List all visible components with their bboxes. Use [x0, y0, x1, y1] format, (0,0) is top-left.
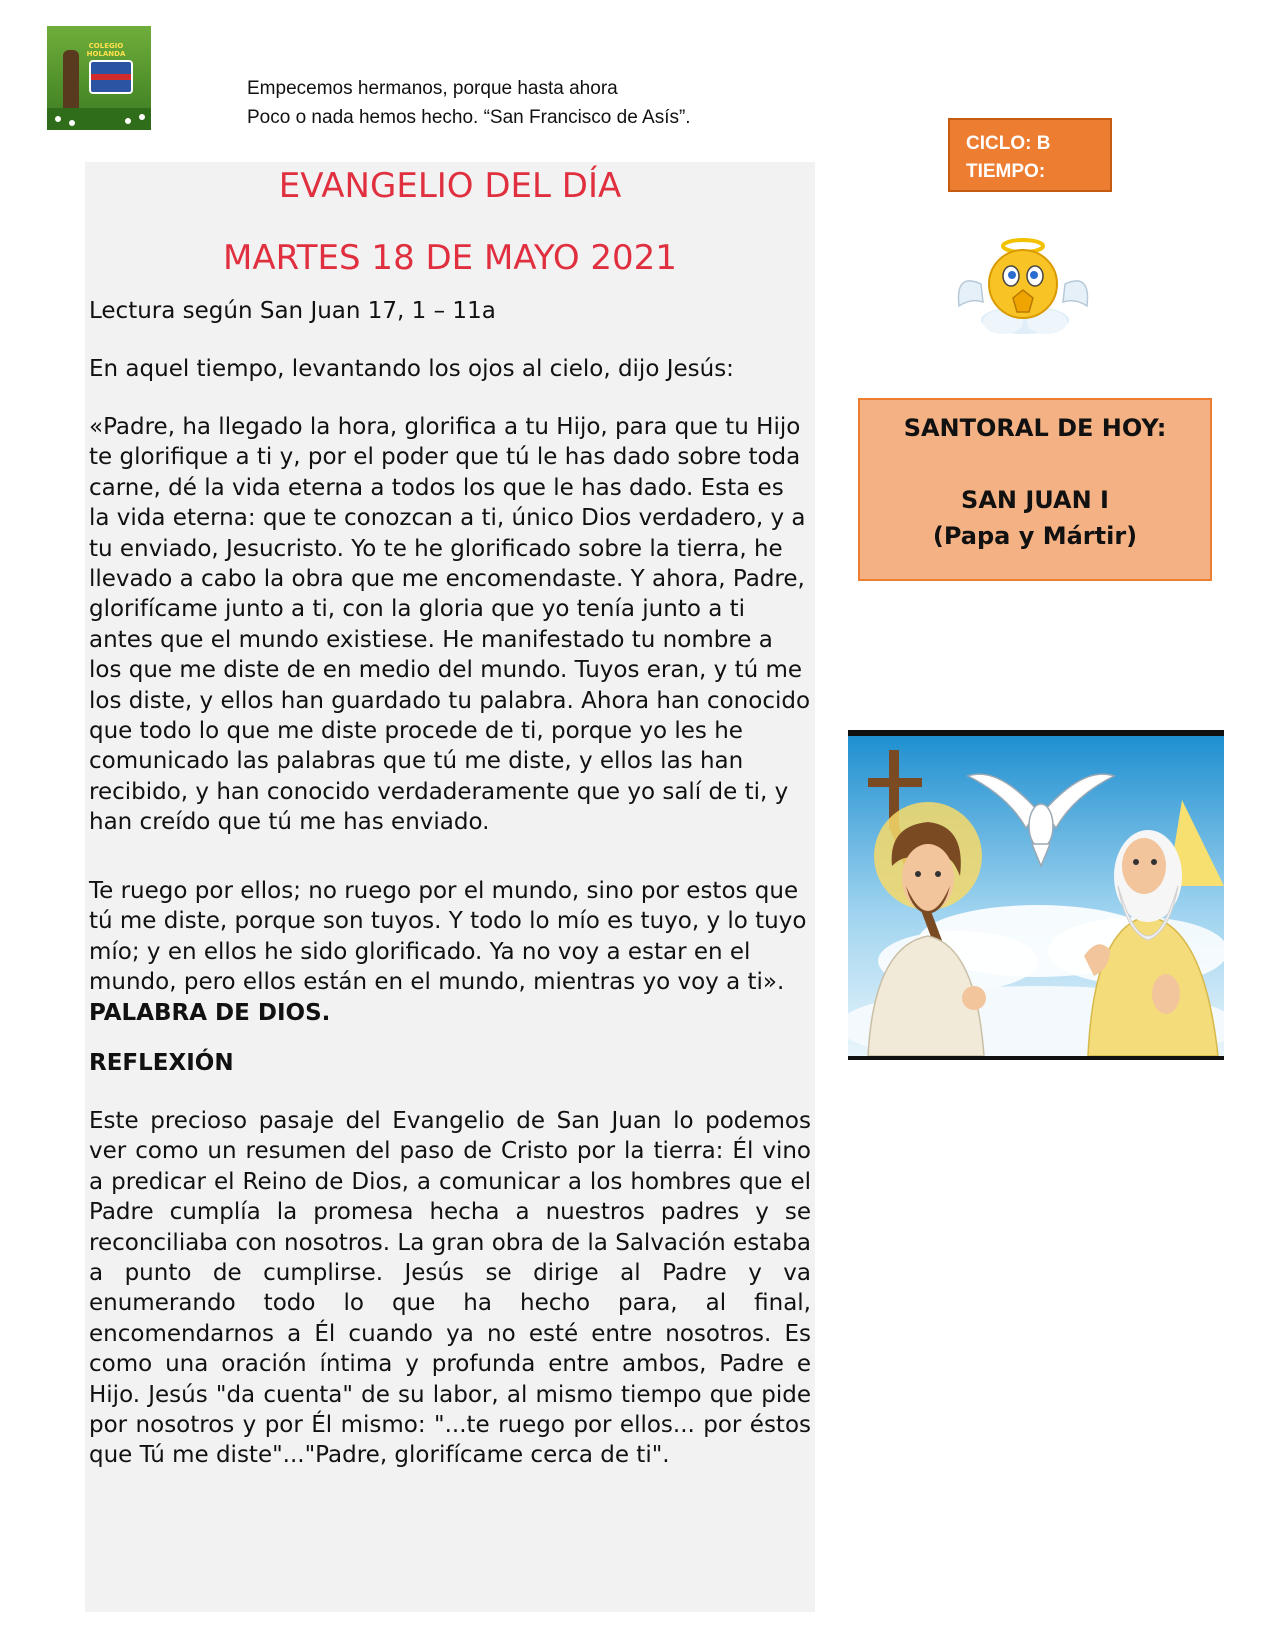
gospel-intro: En aquel tiempo, levantando los ojos al cielo, dijo Jesús:: [89, 356, 734, 382]
ciclo-label: CICLO: B: [966, 133, 1051, 154]
reflexion-heading: REFLEXIÓN: [89, 1050, 234, 1076]
ciclo-box: [948, 118, 1112, 192]
tiempo-label: TIEMPO:: [966, 161, 1046, 182]
quote-line-1: Empecemos hermanos, porque hasta ahora: [247, 78, 618, 99]
reflexion-text: Este precioso pasaje del Evangelio de San Juan lo podemos ver como un resumen del paso de Cristo por la tierra: Él vino a predicar el Reino de Dios, a comunicar a los hombres que el Padre cumplía la promesa hecha a nuestros padres y se reconciliaba con nosotros. La gran obra de la Salvación estaba a punto de cumplirse. Jesús se dirige al Padre y va enumerando todo lo que ha hecho para, al final, encomendarnos a Él cuando ya no esté entre nosotros. Es como una oración íntima y profunda entre ambos, Padre e Hijo. Jesús "da cuenta" de su labor, al mismo tiempo que pide por nosotros y por Él mismo: "...te ruego por ellos... por éstos que Tú me diste"..."Padre, glorifícame cerca de ti".: [89, 1108, 811, 1469]
gospel-paragraph-2-text: Te ruego por ellos; no ruego por el mundo, sino por estos que tú me diste, porque son tuyos. Y todo lo mío es tuyo, y lo tuyo mío; y en ellos he sido glorificado. Ya no voy a estar en el mundo, pero ellos están en el mundo, mientras yo voy a ti».: [89, 878, 807, 996]
logo-grass: [47, 108, 151, 130]
logo-cross-figure: [63, 50, 79, 114]
gospel-paragraph-2: [89, 876, 811, 1028]
quote-line-2: Poco o nada hemos hecho. “San Francisco de Asís”.: [247, 107, 691, 128]
santo-detail: (Papa y Mártir): [932, 522, 1138, 550]
page-title: EVANGELIO DEL DÍA: [278, 166, 622, 206]
palabra-de-dios: PALABRA DE DIOS.: [89, 999, 331, 1026]
logo-flag-badge: [89, 60, 133, 94]
header-quote: [247, 74, 747, 132]
school-logo: [47, 26, 151, 130]
santoral-box: [858, 398, 1212, 581]
santo-name: SAN JUAN I: [961, 486, 1109, 514]
page-date: MARTES 18 DE MAYO 2021: [223, 238, 677, 278]
praying-angel-icon: [953, 232, 1093, 350]
gospel-paragraph-1: «Padre, ha llegado la hora, glorifica a tu Hijo, para que tu Hijo te glorifique a ti y, por el poder que tú le has dado sobre toda carne, dé la vida eterna a todos los que le has dado. Esta es la vida eterna: que te conozcan a ti, único Dios verdadero, y a tu enviado, Jesucristo. Yo te he glorificado sobre la tierra, he llevado a cabo la obra que me encomendaste. Y ahora, Padre, glorifícame junto a ti, con la gloria que yo tenía junto a ti antes que el mundo existiese. He manifestado tu nombre a los que me diste de en medio del mundo. Tuyos eran, y tú me los diste, y ellos han guardado tu palabra. Ahora han conocido que todo lo que me diste procede de ti, porque yo les he comunicado las palabras que tú me diste, y ellos las han recibido, y han conocido verdaderamente que yo salí de ti, y han creído que tú me has enviado.: [89, 414, 811, 836]
holy-trinity-illustration: [848, 730, 1224, 1060]
reading-reference: Lectura según San Juan 17, 1 – 11a: [89, 298, 496, 324]
santoral-heading: SANTORAL DE HOY:: [903, 414, 1167, 442]
logo-text: COLEGIO HOLANDA: [86, 42, 126, 58]
gospel-panel: [85, 162, 815, 1612]
